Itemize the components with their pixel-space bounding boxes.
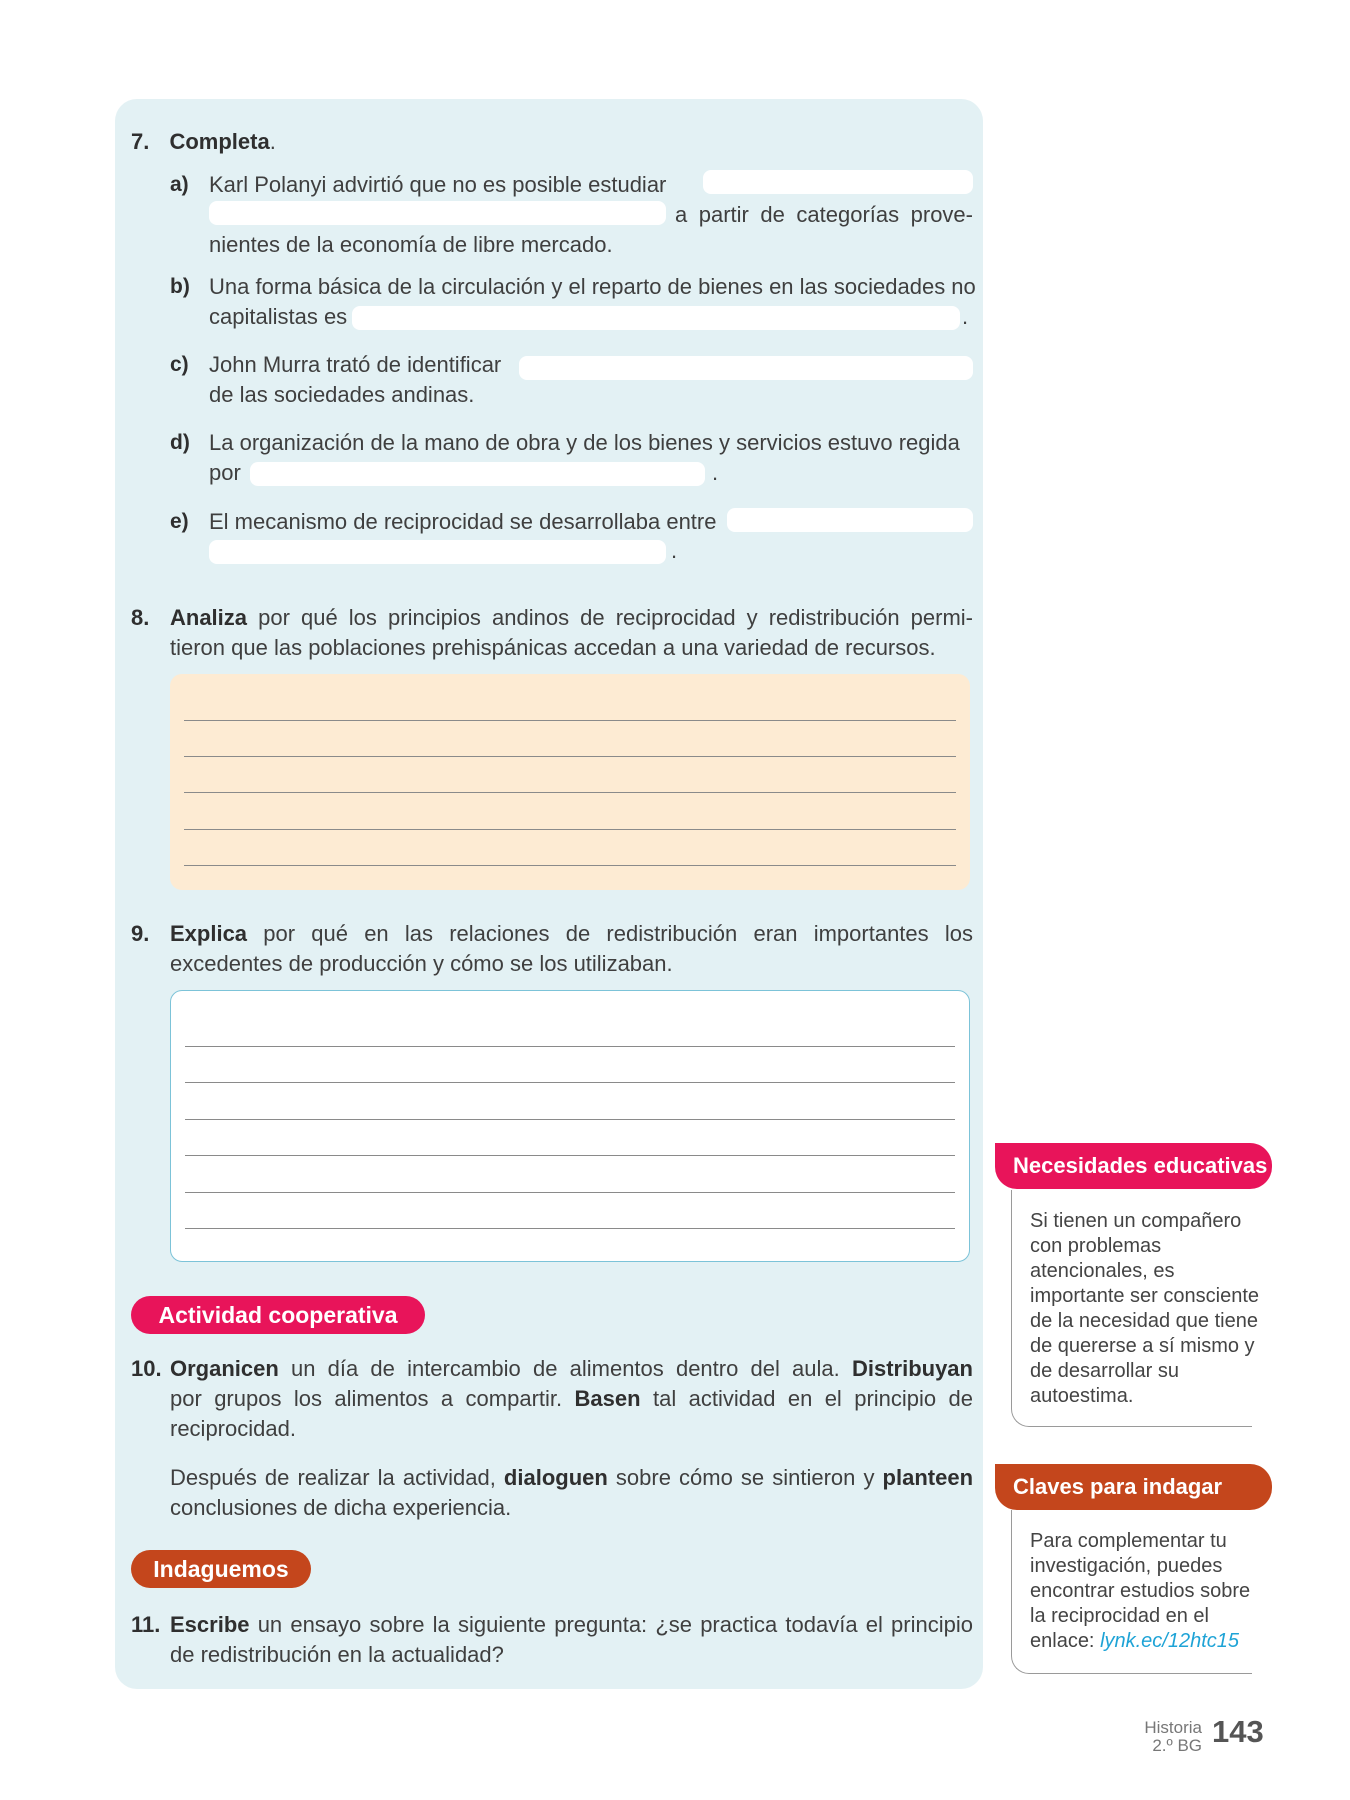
q7d-text2: por [209, 460, 241, 485]
footer-grade: 2.º BG [1152, 1736, 1202, 1755]
q11-number: 11. [131, 1612, 161, 1637]
q7a-text1: Karl Polanyi advirtió que no es posible estudiar [209, 172, 667, 197]
q7a-text2: a partir de categorías prove- [675, 202, 973, 227]
q7c-label: c) [170, 353, 189, 376]
q7b-blank[interactable] [352, 306, 960, 330]
answer-line [185, 1228, 955, 1229]
q11-line1: un ensayo sobre la siguiente pregunta: ¿se practica todavía el principio [257, 1612, 973, 1637]
q7c-text2: de las sociedades andinas. [209, 382, 475, 407]
q10-p2c: conclusiones de dicha experiencia. [170, 1495, 512, 1520]
q7-heading [131, 127, 276, 157]
page-number: 143 [1212, 1714, 1264, 1749]
q7-title: Completa [169, 129, 270, 154]
q7-number: 7. [131, 129, 150, 154]
q7e-label: e) [170, 510, 189, 533]
q7d-label: d) [170, 431, 190, 454]
q8-verb: Analiza [170, 605, 248, 630]
q7e-text1: El mecanismo de reciprocidad se desarrollaba entre [209, 509, 717, 534]
keys-line: la reciprocidad en el [1030, 1605, 1209, 1627]
q10-verb-distribuyan: Distribuyan [851, 1356, 973, 1381]
q10-text4: reciprocidad. [170, 1416, 296, 1441]
answer-line [184, 829, 956, 830]
q9-text [170, 919, 973, 979]
q7a-label: a) [170, 173, 189, 196]
q7-title-suffix: . [269, 129, 276, 154]
q9-answer-box[interactable] [170, 990, 970, 1262]
q10-p2a: Después de realizar la actividad, [170, 1465, 496, 1490]
q7c-text1: John Murra trató de identificar [209, 352, 502, 377]
answer-line [184, 720, 956, 721]
q7b-end: . [962, 304, 969, 329]
q10-p2b: sobre cómo se sintieron y [615, 1465, 875, 1490]
q7a-blank-1[interactable] [703, 170, 973, 194]
q10-number: 10. [131, 1356, 162, 1381]
answer-line [185, 1155, 955, 1156]
q7b-text1: Una forma básica de la circulación y el reparto de bienes en las sociedades no [209, 274, 976, 299]
answer-line [185, 1046, 955, 1047]
q10-paragraph2 [170, 1463, 973, 1523]
footer-subject: Historia [1144, 1718, 1202, 1737]
needs-box-title: Necesidades educativas [995, 1143, 1272, 1189]
q10-verb-basen: Basen [574, 1386, 641, 1411]
needs-line: de la necesidad que tiene [1030, 1310, 1258, 1332]
q7d-blank[interactable] [250, 462, 705, 486]
q10-text3: tal actividad en el principio de [652, 1386, 973, 1411]
q7a-blank-2[interactable] [209, 201, 666, 225]
q9-number: 9. [131, 921, 150, 946]
q7e-end: . [671, 538, 678, 563]
coop-activity-pill: Actividad cooperativa [131, 1296, 425, 1334]
q10-text [170, 1354, 973, 1444]
q7c-blank[interactable] [519, 356, 973, 380]
keys-box-title: Claves para indagar [995, 1464, 1272, 1510]
q8-text [170, 603, 973, 663]
q7d-end: . [712, 460, 719, 485]
q8-line1: por qué los principios andinos de reciprocidad y redistribución permi- [258, 605, 973, 630]
q7b-label: b) [170, 275, 190, 298]
q9-verb: Explica [170, 921, 248, 946]
needs-line: atencionales, es [1030, 1260, 1175, 1282]
indaguemos-pill: Indaguemos [131, 1550, 311, 1588]
answer-line [184, 792, 956, 793]
keys-link[interactable]: lynk.ec/12htc15 [1100, 1630, 1240, 1652]
keys-line: Para complementar tu [1030, 1530, 1227, 1552]
q7a-text3: nientes de la economía de libre mercado. [209, 232, 613, 257]
answer-line [185, 1192, 955, 1193]
answer-line [184, 865, 956, 866]
q11-line2: de redistribución en la actualidad? [170, 1642, 504, 1667]
q10-verb-organicen: Organicen [170, 1356, 279, 1381]
needs-line: de desarrollar su [1030, 1360, 1179, 1382]
answer-line [185, 1082, 955, 1083]
answer-line [184, 756, 956, 757]
q9-line2: excedentes de producción y cómo se los utilizaban. [170, 951, 673, 976]
q10-verb-dialoguen: dialoguen [503, 1465, 608, 1490]
q7d-text1: La organización de la mano de obra y de los bienes y servicios estuvo regida [209, 430, 960, 455]
needs-line: autoestima. [1030, 1385, 1134, 1407]
q7b-text2: capitalistas es [209, 304, 348, 329]
q7e-blank-2[interactable] [209, 540, 666, 564]
q10-text2: por grupos los alimentos a compartir. [170, 1386, 563, 1411]
needs-line: de quererse a sí mismo y [1030, 1335, 1255, 1357]
q7e-blank-1[interactable] [727, 508, 973, 532]
needs-box-body [1030, 1209, 1280, 1409]
q11-text [170, 1610, 973, 1670]
q8-line2: tieron que las poblaciones prehispánicas accedan a una variedad de recursos. [170, 635, 936, 660]
q9-line1: por qué en las relaciones de redistribución eran importantes los [263, 921, 973, 946]
keys-link-prefix: enlace: [1030, 1630, 1095, 1652]
needs-line: con problemas [1030, 1235, 1162, 1257]
needs-line: Si tienen un compañero [1030, 1210, 1242, 1232]
keys-line: encontrar estudios sobre [1030, 1580, 1251, 1602]
q11-verb: Escribe [170, 1612, 250, 1637]
keys-box-body [1030, 1529, 1280, 1654]
needs-line: importante ser consciente [1030, 1285, 1260, 1307]
q10-verb-planteen: planteen [882, 1465, 974, 1490]
q10-text1: un día de intercambio de alimentos dentro del aula. [291, 1356, 840, 1381]
footer-subject-block [1110, 1719, 1202, 1755]
activity-panel [115, 99, 983, 1689]
q8-number: 8. [131, 605, 150, 630]
keys-line: investigación, puedes [1030, 1555, 1223, 1577]
answer-line [185, 1119, 955, 1120]
q8-answer-box[interactable] [170, 674, 970, 890]
